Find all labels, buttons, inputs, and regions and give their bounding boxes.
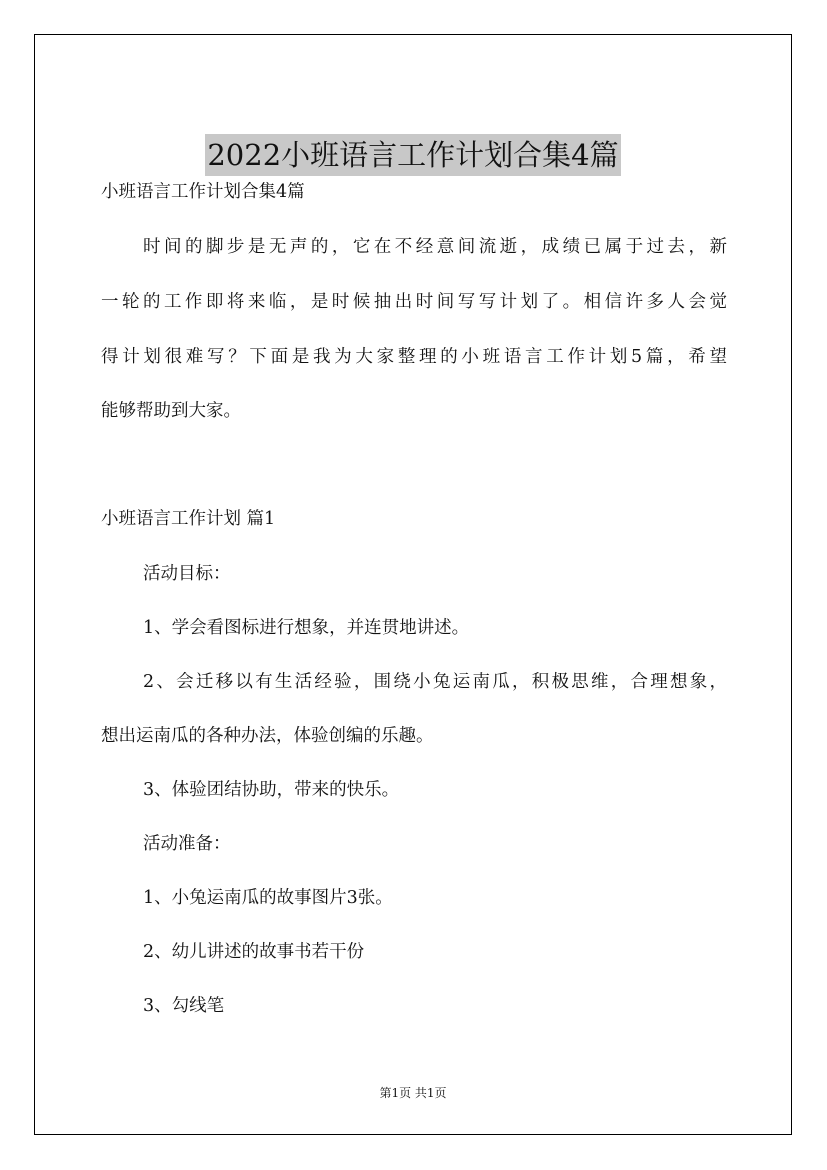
prep-item-1: 1、小兔运南瓜的故事图片3张。 xyxy=(143,888,393,908)
goals-heading: 活动目标： xyxy=(143,564,231,584)
intro-line-4: 能够帮助到大家。 xyxy=(101,401,241,421)
document-title xyxy=(35,134,791,176)
goal-item-2-line-2: 想出运南瓜的各种办法，体验创编的乐趣。 xyxy=(101,726,434,746)
intro-line-2: 一轮的工作即将来临，是时候抽出时间写写计划了。相信许多人会觉 xyxy=(101,292,727,312)
prep-item-3: 3、勾线笔 xyxy=(143,996,225,1016)
intro-line-1: 时间的脚步是无声的，它在不经意间流逝，成绩已属于过去，新 xyxy=(143,237,727,257)
document-subtitle: 小班语言工作计划合集4篇 xyxy=(101,182,305,202)
goal-item-1: 1、学会看图标进行想象，并连贯地讲述。 xyxy=(143,618,470,638)
goal-item-2-line-1: 2、会迁移以有生活经验，围绕小兔运南瓜，积极思维，合理想象， xyxy=(143,672,727,692)
document-page xyxy=(34,34,792,1135)
page-footer: 第1页 共1页 xyxy=(379,1086,447,1100)
prep-item-2: 2、幼儿讲述的故事书若干份 xyxy=(143,942,365,962)
prep-heading: 活动准备： xyxy=(143,834,231,854)
document-title-text: 2022小班语言工作计划合集4篇 xyxy=(205,134,620,176)
section-heading: 小班语言工作计划 篇1 xyxy=(101,509,276,529)
intro-line-3: 得计划很难写？下面是我为大家整理的小班语言工作计划5篇，希望 xyxy=(101,347,727,367)
goal-item-3: 3、体验团结协助，带来的快乐。 xyxy=(143,780,400,800)
